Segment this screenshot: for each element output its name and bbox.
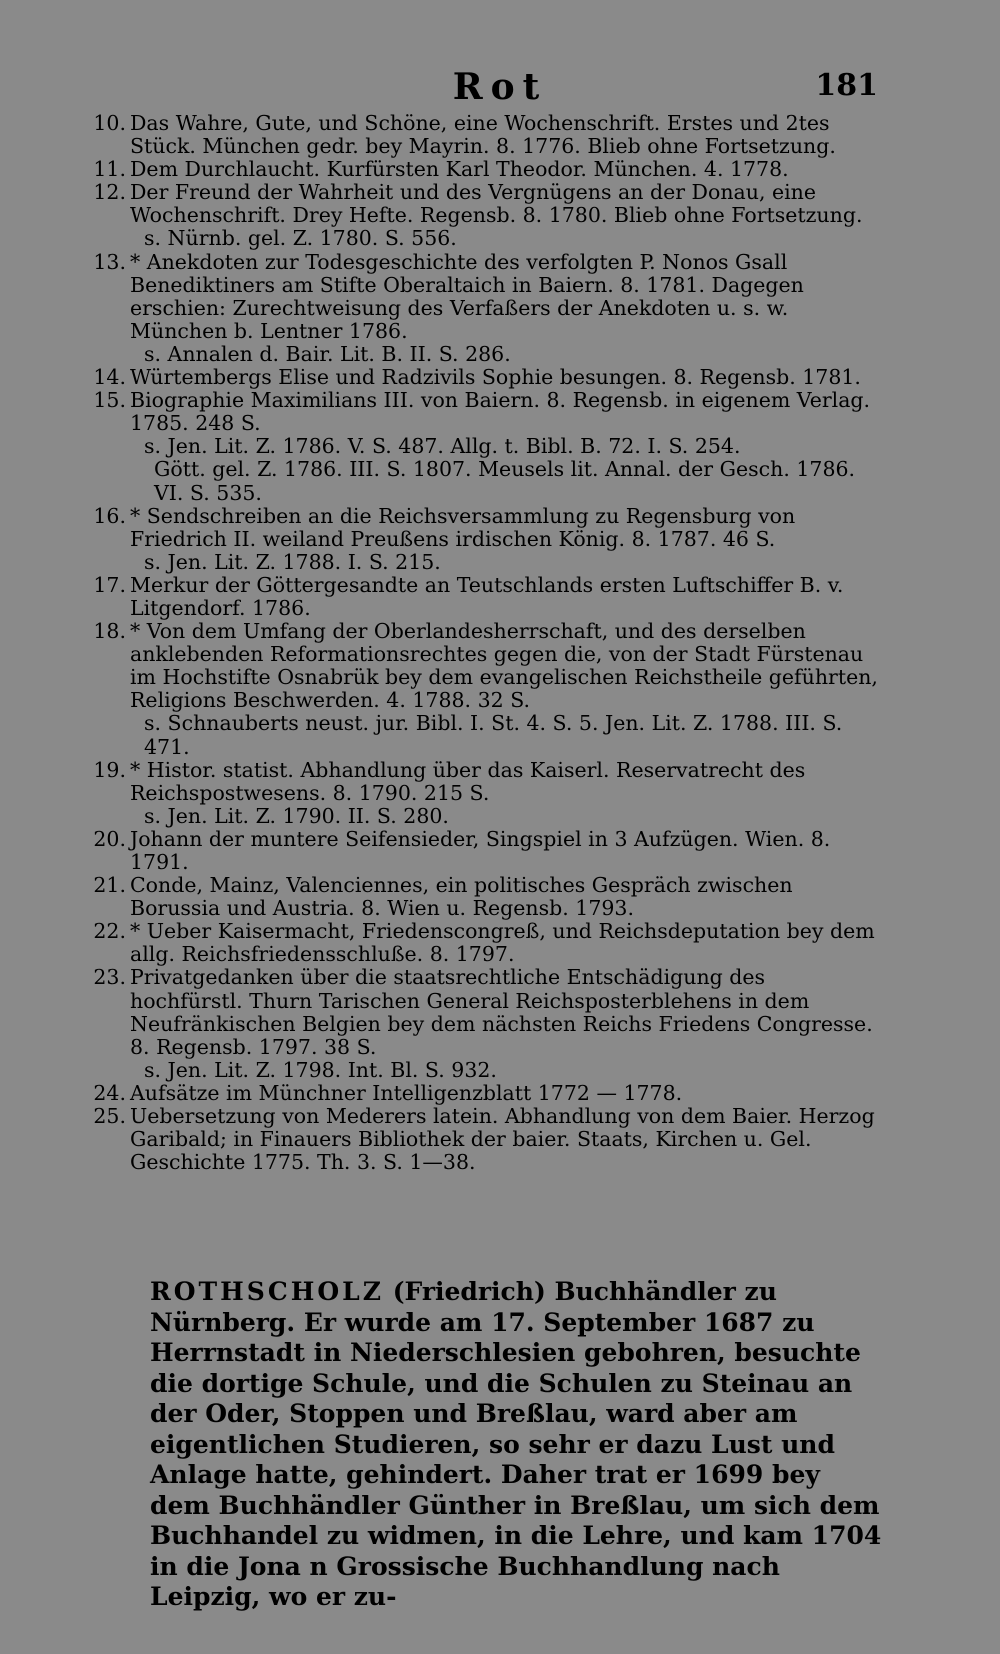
bibliography-entry: [82, 181, 882, 250]
entry-number: 24.: [93, 1080, 126, 1105]
entry-text: Privatgedanken über die staatsrechtliche Entschädigung des hochfürstl. Thurn Tarischen General Reichsposterblehens in dem Neufränkischen Belgien bey dem nächsten Reichs Friedens Congresse. 8. Regensb. 1797. 38 S.: [130, 965, 873, 1059]
entry-number: 12.: [93, 180, 126, 205]
bibliography-entry: [82, 920, 882, 966]
entry-text: Johann der muntere Seifensieder, Singspiel in 3 Aufzügen. Wien. 8. 1791.: [130, 826, 831, 874]
bibliography-entry: [82, 251, 882, 366]
biography-entry: [82, 1277, 882, 1613]
bibliography-entry: [82, 112, 882, 158]
entry-reference: s. Schnauberts neust. jur. Bibl. I. St. 4. S. 5. Jen. Lit. Z. 1788. III. S. 471.: [144, 711, 843, 759]
entry-number: 16.: [93, 503, 126, 528]
entry-number: 23.: [93, 965, 126, 990]
entry-text: Der Freund der Wahrheit und des Vergnügens an der Donau, eine Wochenschrift. Drey Hefte. Regensb. 8. 1780. Blieb ohne Fortsetzung.: [130, 180, 863, 228]
entry-text: * Sendschreiben an die Reichsversammlung zu Regensburg von Friedrich II. weiland Preußens irdischen König. 8. 1787. 46 S.: [130, 503, 796, 551]
entry-number: 11.: [93, 157, 126, 182]
entry-reference: s. Jen. Lit. Z. 1798. Int. Bl. S. 932.: [144, 1057, 497, 1082]
entry-text: Aufsätze im Münchner Intelligenzblatt 1772 — 1778.: [130, 1080, 683, 1105]
entry-text: Conde, Mainz, Valenciennes, ein politisches Gespräch zwischen Borussia und Austria. 8. Wien u. Regensb. 1793.: [130, 873, 793, 921]
entry-text: Merkur der Göttergesandte an Teutschlands ersten Luftschiffer B. v. Litgendorf. 1786.: [130, 572, 844, 620]
entry-reference: s. Nürnb. gel. Z. 1780. S. 556.: [144, 226, 457, 251]
bibliography-entry: [82, 158, 882, 181]
entry-text: Biographie Maximilians III. von Baiern. 8. Regensb. in eigenem Verlag. 1785. 248 S.: [130, 388, 871, 436]
entry-number: 19.: [93, 757, 126, 782]
entry-text: Dem Durchlaucht. Kurfürsten Karl Theodor. München. 4. 1778.: [130, 157, 789, 182]
entry-reference: s. Jen. Lit. Z. 1790. II. S. 280.: [144, 803, 449, 828]
entry-reference: s. Jen. Lit. Z. 1788. I. S. 215.: [144, 549, 441, 574]
bibliography-entry: [82, 620, 882, 759]
entry-text: Uebersetzung von Mederers latein. Abhandlung von dem Baier. Herzog Garibald; in Finauers Bibliothek der baier. Staats, Kirchen u. Gel. Geschichte 1775. Th. 3. S. 1—38.: [130, 1104, 875, 1175]
bibliography-entry: [82, 1082, 882, 1105]
bibliography-entry: [82, 1105, 882, 1174]
entry-number: 14.: [93, 365, 126, 390]
entry-number: 20.: [93, 826, 126, 851]
page-number: 181: [815, 68, 878, 103]
entry-text: * Von dem Umfang der Oberlandesherrschaft, und des derselben anklebenden Reformationsrechtes gegen die, von der Stadt Fürstenau im Hochstifte Osnabrük bey dem evangelischen Reichstheile geführten, Religions Beschwerden. 4. 1788. 32 S.: [130, 619, 878, 713]
bibliography-entry: [82, 366, 882, 389]
entry-number: 15.: [93, 388, 126, 413]
entry-text: * Ueber Kaisermacht, Friedenscongreß, und Reichsdeputation bey dem allg. Reichsfriedensschluße. 8. 1797.: [130, 919, 875, 967]
entry-text: Würtembergs Elise und Radzivils Sophie besungen. 8. Regensb. 1781.: [130, 365, 861, 390]
entry-text: * Anekdoten zur Todesgeschichte des verfolgten P. Nonos Gsall Benediktiners am Stifte Oberaltaich in Baiern. 8. 1781. Dagegen erschien: Zurechtweisung des Verfaßers der Anekdoten u. s. w. München b. Lentner 1786.: [130, 249, 804, 343]
bibliography-entry: [82, 389, 882, 504]
entry-number: 10.: [93, 111, 126, 135]
entry-text: Das Wahre, Gute, und Schöne, eine Wochenschrift. Erstes und 2tes Stück. München gedr. bey Mayrin. 8. 1776. Blieb ohne Fortsetzung.: [130, 111, 836, 159]
page-header: [0, 62, 1000, 112]
biography-name: ROTHSCHOLZ: [150, 1277, 384, 1306]
running-title: Rot: [452, 66, 548, 108]
entry-reference: s. Jen. Lit. Z. 1786. V. S. 487. Allg. t. Bibl. B. 72. I. S. 254.: [144, 434, 741, 459]
bibliography-list: [82, 112, 882, 1174]
entry-reference: Gött. gel. Z. 1786. III. S. 1807. Meusels lit. Annal. der Gesch. 1786. VI. S. 535.: [154, 457, 856, 505]
entry-number: 22.: [93, 919, 126, 944]
entry-number: 21.: [93, 873, 126, 898]
entry-number: 18.: [93, 619, 126, 644]
entry-number: 17.: [93, 572, 126, 597]
bibliography-entry: [82, 505, 882, 574]
entry-number: 25.: [93, 1104, 126, 1129]
bibliography-entry: [82, 966, 882, 1081]
bibliography-entry: [82, 874, 882, 920]
bibliography-entry: [82, 574, 882, 620]
entry-number: 13.: [93, 249, 126, 274]
biography-text: (Friedrich) Buchhändler zu Nürnberg. Er wurde am 17. September 1687 zu Herrnstadt in Niederschlesien gebohren, besuchte die dortige Schule, und die Schulen zu Steinau an der Oder, Stoppen und Breßlau, ward aber am eigentlichen Studieren, so sehr er dazu Lust und Anlage hatte, gehindert. Daher trat er 1699 bey dem Buchhändler Günther in Breßlau, um sich dem Buchhandel zu widmen, in die Lehre, und kam 1704 in die Jona n Grossische Buchhandlung nach Leipzig, wo er zu-: [150, 1277, 882, 1611]
entry-reference: s. Annalen d. Bair. Lit. B. II. S. 286.: [144, 341, 511, 366]
biography-paragraph: [82, 1277, 882, 1613]
bibliography-entry: [82, 759, 882, 828]
entry-text: * Histor. statist. Abhandlung über das Kaiserl. Reservatrecht des Reichspostwesens. 8. 1790. 215 S.: [130, 757, 806, 805]
bibliography-entry: [82, 828, 882, 874]
